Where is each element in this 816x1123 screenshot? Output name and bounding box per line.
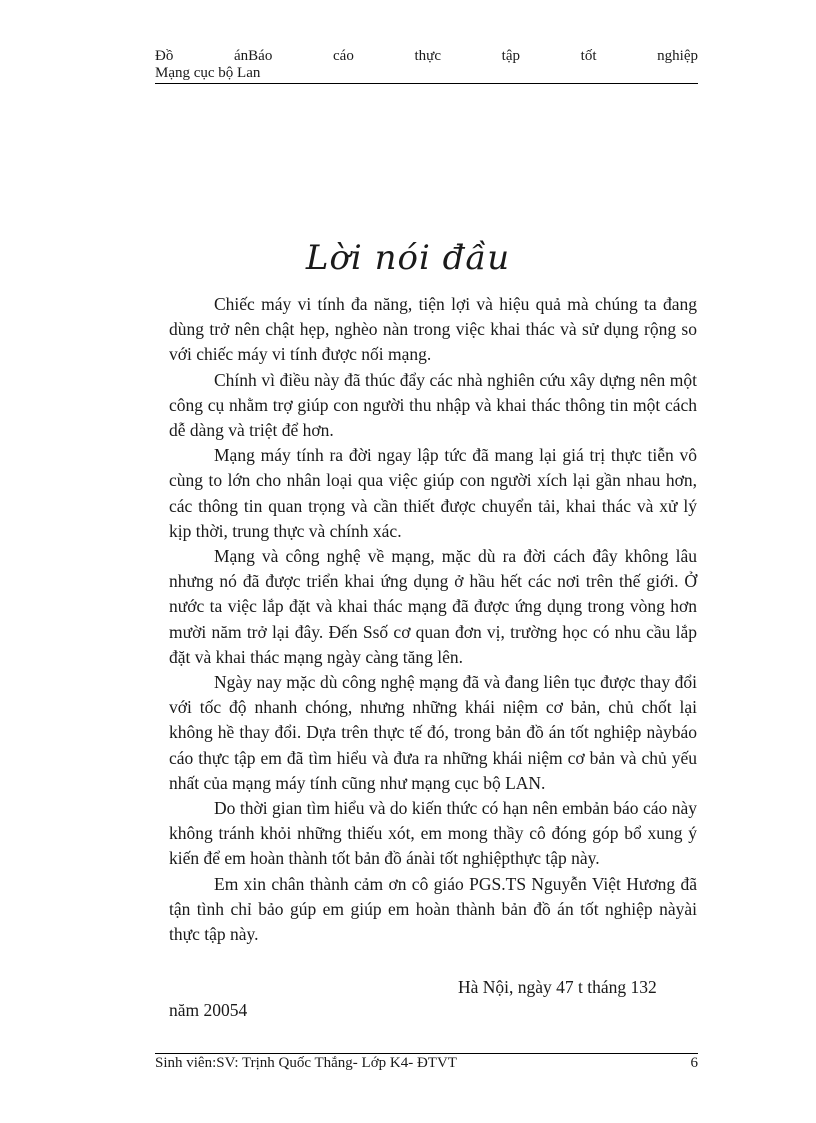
- paragraph: Em xin chân thành cảm ơn cô giáo PGS.TS Nguyễn Việt Hương đã tận tình chỉ bảo gúp em giúp em hoàn thành bản đồ án tốt nghiệp nàyài thực tập này.: [169, 873, 697, 945]
- page-number: 6: [690, 1055, 698, 1071]
- header-word: thực: [414, 48, 441, 64]
- paragraph: Mạng và công nghệ về mạng, mặc dù ra đời cách đây không lâu nhưng nó đã được triển khai ứng dụng ở hầu hết các nơi trên thế giới. Ở nước ta việc lắp đặt và khai thác mạng đã được ứng dụng trong vòng hơn mười năm trở lại đây. Đến Ssố cơ quan đơn vị, trường học có nhu cầu lắp đặt và khai thác mạng ngày càng tăng lên.: [169, 546, 697, 667]
- footer-author: Sinh viên:SV: Trịnh Quốc Thắng- Lớp K4- ĐTVT: [155, 1055, 457, 1071]
- body-text: [169, 292, 697, 947]
- paragraph: Mạng máy tính ra đời ngay lập tức đã mang lại giá trị thực tiễn vô cùng to lớn cho nhân loại qua việc giúp con người xích lại gần nhau hơn, các thông tin quan trọng và cần thiết được chuyển tải, khai thác và xử lý kịp thời, trung thực và chính xác.: [169, 445, 697, 541]
- signature-date: Hà Nội, ngày 47 t tháng 132: [458, 977, 657, 997]
- paragraph: Chiếc máy vi tính đa năng, tiện lợi và hiệu quả mà chúng ta đang dùng trở nên chật hẹp, nghèo nàn trong việc khai thác và sử dụng rộng so với chiếc máy vi tính được nối mạng.: [169, 294, 697, 365]
- header-word: Đồ: [155, 48, 174, 64]
- paragraph: Ngày nay mặc dù công nghệ mạng đã và đang liên tục được thay đổi với tốc độ nhanh chóng, nhưng những khái niệm cơ bản, chủ chốt lại không hề thay đổi. Dựa trên thực tế đó, trong bản đồ án tốt nghiệp nàybáo cáo thực tập em đã tìm hiểu và đưa ra những khái niệm cơ bản và chủ yếu nhất của mạng máy tính cũng như mạng cục bộ LAN.: [169, 672, 697, 793]
- header-subtitle: Mạng cục bộ Lan: [155, 65, 261, 81]
- header-divider: [155, 83, 698, 84]
- header-word: cáo: [333, 48, 354, 64]
- page-footer: [155, 1055, 698, 1072]
- signature-year: năm 20054: [169, 1000, 248, 1020]
- paragraph: Do thời gian tìm hiểu và do kiến thức có hạn nên embản báo cáo này không tránh khỏi những thiếu xót, em mong thầy cô đóng góp bổ xung ý kiến để em hoàn thành tốt bản đồ ánài tốt nghiệpthực tập này.: [169, 798, 697, 869]
- header-word: ánBáo: [234, 48, 273, 64]
- header-title-line: [155, 48, 698, 65]
- page-header: [155, 48, 698, 82]
- page-title: Lời nói đầu: [305, 238, 511, 278]
- paragraph: Chính vì điều này đã thúc đẩy các nhà nghiên cứu xây dựng nên một công cụ nhằm trợ giúp con người thu nhập và khai thác thông tin một cách dễ dàng và triệt để hơn.: [169, 369, 697, 441]
- header-word: tập: [501, 48, 520, 64]
- header-word: tốt: [580, 48, 597, 64]
- header-word: nghiệp: [657, 48, 698, 64]
- footer-divider: [155, 1053, 698, 1054]
